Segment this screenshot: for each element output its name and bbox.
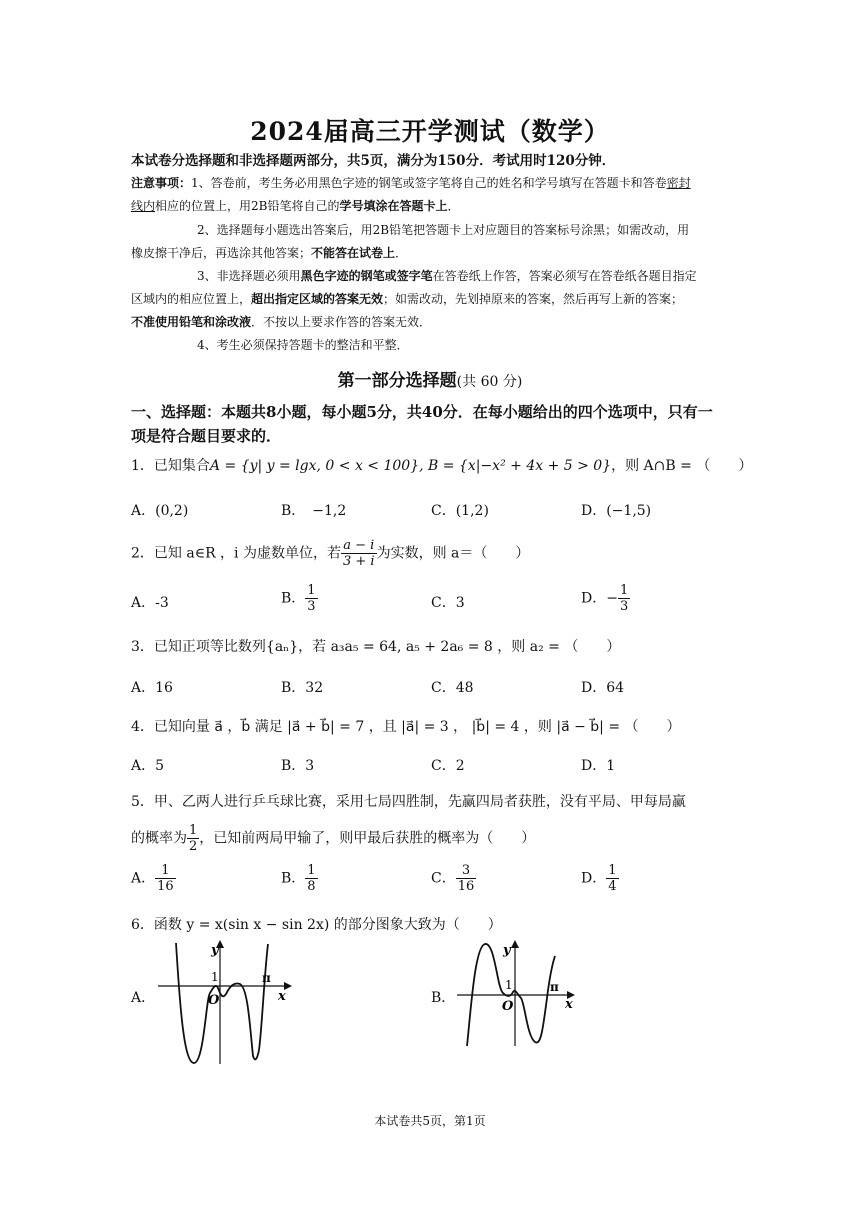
q5-option-b: B． $\frac{1}{8}$ — [281, 863, 316, 894]
q3-option-a: A．16 — [131, 680, 173, 696]
y-label: y — [211, 943, 219, 958]
q2-option-a: A．-3 — [131, 595, 169, 611]
q4-option-b: B．3 — [281, 758, 315, 774]
q6-option-b-label: B． — [431, 990, 456, 1006]
q1-option-d: D．(−1,5) — [581, 503, 652, 519]
note-4: 4、考生必须保持答题卡的整洁和平整． — [197, 338, 409, 352]
y-label: y — [503, 943, 511, 958]
q3-option-b: B．32 — [281, 680, 324, 696]
question-6: 6．函数 y = x(sin x − sin 2x) 的部分图象大致为（ ） — [131, 917, 502, 933]
q1-option-c: C．(1,2) — [431, 503, 489, 519]
q5-fraction: $\frac{1}{2}$ — [189, 823, 198, 854]
q1-option-a: A．(0,2) — [131, 503, 189, 519]
q5-option-a: A． $\frac{1}{16}$ — [131, 863, 174, 894]
part-instructions-2: 项是符合题目要求的． — [131, 427, 282, 445]
tick-one: 1 — [211, 970, 219, 984]
q2-fraction: $\frac{a - i}{3 + i}$ — [343, 538, 375, 569]
note-1-line-2: 线内相应的位置上，用2B铅笔将自己的学号填涂在答题卡上． — [131, 199, 460, 213]
question-1: 1．已知集合A = {y| y = lgx, 0 < x < 100}, B = {x|−x² + 4x + 5 > 0}，则 A∩B = （ ） — [131, 458, 753, 474]
section-points: (共 60 分) — [456, 374, 523, 390]
curve — [176, 943, 268, 1063]
q1-option-b: B． −1,2 — [281, 503, 347, 519]
q6-graph-a — [156, 938, 296, 1068]
page-footer: 本试卷共5页，第1页 — [374, 1114, 486, 1128]
y-axis-arrow — [511, 940, 519, 948]
notes-label: 注意事项： — [131, 176, 192, 190]
q6-graph-b — [455, 938, 580, 1050]
question-2: 2．已知 a∈R ，i 为虚数单位，若 $\frac{a - i}{3 + i}$ 为实数，则 a＝（ ） — [131, 538, 530, 569]
q2-option-d: D．− $\frac{1}{3}$ — [581, 583, 629, 614]
exam-intro: 本试卷分选择题和非选择题两部分，共5页，满分为150分．考试用时120分钟． — [131, 153, 616, 169]
note-1-line-1: 注意事项：1、答卷前，考生务必用黑色字迹的钢笔或签字笔将自己的姓名和学号填写在答题卡和答卷密封 — [131, 176, 691, 190]
q5-option-d: D． $\frac{1}{4}$ — [581, 863, 617, 894]
pi-label: π — [550, 980, 559, 994]
q6-option-a-label: A． — [131, 990, 156, 1006]
origin-label: O — [502, 999, 514, 1014]
note-3-line-3: 不准使用铅笔和涂改液．不按以上要求作答的答案无效． — [131, 315, 432, 329]
q5-option-c: C． $\frac{3}{16}$ — [431, 863, 475, 894]
x-label: x — [565, 997, 573, 1012]
question-3: 3．已知正项等比数列{aₙ}，若 a₃a₅ = 64, a₅ + 2a₆ = 8 ，则 a₂ = （ ） — [131, 639, 621, 655]
note-2-line-2: 橡皮擦干净后，再选涂其他答案；不能答在试卷上． — [131, 246, 408, 260]
q4-option-a: A．5 — [131, 758, 165, 774]
origin-label: O — [208, 993, 220, 1008]
question-4: 4．已知向量 a⃗ ，b⃗ 满足 |a⃗ + b⃗| = 7 ，且 |a⃗| = 3 ， |b⃗| = 4 ，则 |a⃗ − b⃗| = （ ） — [131, 719, 681, 735]
question-5-line-2: 的概率为 $\frac{1}{2}$ ，已知前两局甲输了，则甲最后获胜的概率为（ ） — [131, 823, 536, 854]
section-heading — [0, 366, 860, 391]
note-2-line-1: 2、选择题每小题选出答案后，用2B铅笔把答题卡上对应题目的答案标号涂黑；如需改动，用 — [197, 223, 690, 237]
part-instructions-1: 一、选择题：本题共8小题，每小题5分，共40分．在每小题给出的四个选项中，只有一 — [131, 403, 713, 421]
x-label: x — [278, 989, 286, 1004]
q3-option-d: D．64 — [581, 680, 625, 696]
question-5-line-1: 5．甲、乙两人进行乒乓球比赛，采用七局四胜制，先赢四局者获胜，没有平局、甲每局赢 — [131, 794, 686, 810]
q4-option-c: C．2 — [431, 758, 465, 774]
pi-label: π — [262, 971, 271, 985]
q4-option-d: D．1 — [581, 758, 616, 774]
q2-option-c: C．3 — [431, 595, 465, 611]
note-3-line-1: 3、非选择题必须用黑色字迹的钢笔或签字笔在答卷纸上作答，答案必须写在答卷纸各题目指定 — [197, 269, 697, 283]
tick-one: 1 — [505, 978, 513, 992]
q3-option-c: C．48 — [431, 680, 474, 696]
note-3-line-2: 区域内的相应位置上，超出指定区域的答案无效；如需改动，先划掉原来的答案，然后再写上新的答案； — [131, 292, 684, 306]
section-name: 第一部分选择题 — [337, 371, 457, 391]
page-title: 2024届高三开学测试（数学） — [250, 117, 610, 146]
q2-option-b: B． $\frac{1}{3}$ — [281, 583, 316, 614]
